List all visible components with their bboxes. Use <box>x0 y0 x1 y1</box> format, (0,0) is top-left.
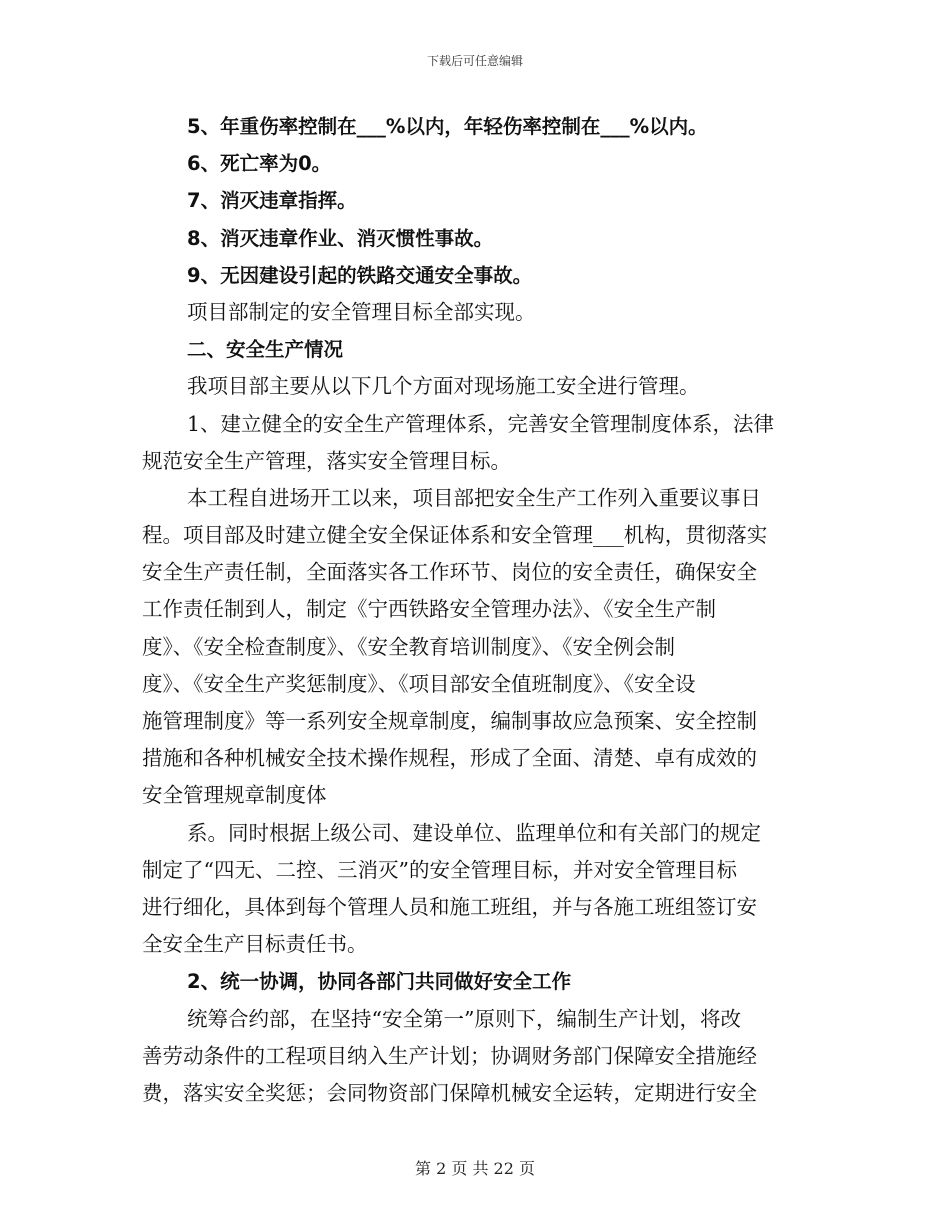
paragraph-line: 工作责任制到人，制定《宁西铁路安全管理办法》、《安全生产制 <box>142 597 716 622</box>
heading-line: 9、无因建设引起的铁路交通安全事故。 <box>187 263 533 287</box>
document-body <box>142 108 808 1112</box>
paragraph-line: 1、建立健全的安全生产管理体系，完善安全管理制度体系，法律 <box>187 411 775 436</box>
paragraph-line: 全安全生产目标责任书。 <box>142 932 368 957</box>
paragraph-line: 安全生产责任制，全面落实各工作环节、岗位的安全责任，确保安全 <box>142 560 757 585</box>
heading-line: 二、安全生产情况 <box>187 338 344 362</box>
paragraph-line: 度》、《安全生产奖惩制度》、《项目部安全值班制度》、《安全设 <box>142 671 696 696</box>
paragraph-line: 施管理制度》等一系列安全规章制度，编制事故应急预案、安全控制 <box>142 709 757 733</box>
paragraph-line: 项目部制定的安全管理目标全部实现。 <box>187 299 536 324</box>
paragraph-line: 我项目部主要从以下几个方面对现场施工安全进行管理。 <box>187 374 700 399</box>
paragraph-line: 度》、《安全检查制度》、《安全教育培训制度》、《安全例会制 <box>142 634 675 659</box>
heading-line: 5、年重伤率控制在___%以内，年轻伤率控制在___%以内。 <box>187 115 708 138</box>
paragraph-line: 本工程自进场开工以来，项目部把安全生产工作列入重要议事日 <box>187 485 761 510</box>
paragraph-line: 安全管理规章制度体 <box>142 783 327 808</box>
paragraph-line: 制定了“四无、二控、三消灭”的安全管理目标，并对安全管理目标 <box>142 857 737 882</box>
heading-line: 8、消灭违章作业、消灭惯性事故。 <box>187 226 494 250</box>
paragraph-line: 费，落实安全奖惩；会同物资部门保障机械安全运转，定期进行安全 <box>142 1080 757 1105</box>
paragraph-line: 进行细化，具体到每个管理人员和施工班组，并与各施工班组签订安 <box>142 894 757 919</box>
heading-line: 6、死亡率为0。 <box>187 152 332 176</box>
heading-line: 7、消灭违章指挥。 <box>187 189 357 213</box>
page-footer: 第 2 页 共 22 页 <box>415 1159 535 1178</box>
paragraph-line: 程。项目部及时建立健全安全保证体系和安全管理___机构，贯彻落实 <box>142 523 768 548</box>
paragraph-line: 统筹合约部，在坚持“安全第一”原则下，编制生产计划，将改 <box>187 1006 741 1031</box>
paragraph-line: 规范安全生产管理，落实安全管理目标。 <box>142 448 511 473</box>
paragraph-line: 措施和各种机械安全技术操作规程，形成了全面、清楚、卓有成效的 <box>142 746 757 771</box>
heading-line: 2、统一协调，协同各部门共同做好安全工作 <box>187 970 572 994</box>
paragraph-line: 善劳动条件的工程项目纳入生产计划；协调财务部门保障安全措施经 <box>142 1043 757 1068</box>
paragraph-line: 系。同时根据上级公司、建设单位、监理单位和有关部门的规定 <box>187 820 761 845</box>
page-header: 下载后可任意编辑 <box>426 54 523 68</box>
